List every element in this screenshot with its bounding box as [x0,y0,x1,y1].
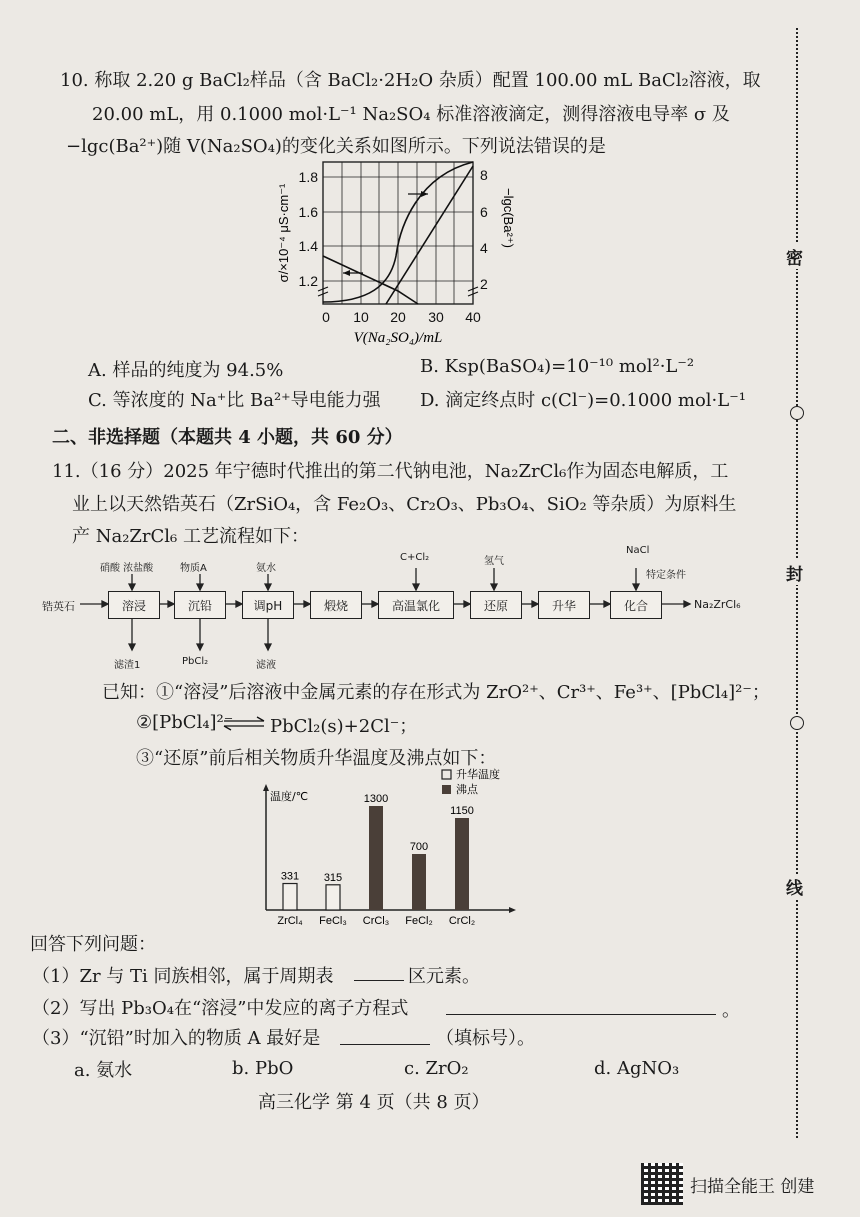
option-d: D. 滴定终点时 c(Cl⁻)=0.1000 mol·L⁻¹ [420,390,746,411]
bar-3 [412,854,426,910]
q1-text-b: 区元素。 [408,966,480,987]
bar-value-label: 1150 [450,805,474,817]
q1-text-a: （1）Zr 与 Ti 同族相邻，属于周期表 [32,966,334,987]
known-line2-right: PbCl₂(s)+2Cl⁻； [270,716,418,737]
equilibrium-arrow-icon [222,714,268,732]
chart-ylabel: 温度/℃ [270,790,309,803]
legend-filled-swatch [442,785,451,794]
known-line3: ③“还原”前后相关物质升华温度及沸点如下： [136,748,497,769]
titration-graph [268,156,518,346]
x-axis-label: V(Na₂SO₄)/mL [353,330,443,346]
left-tick: 1.4 [298,238,318,254]
flow-input-nacl: NaCl [626,545,650,556]
right-tick: 4 [480,240,488,256]
q11-line3: 产 Na₂ZrCl₆ 工艺流程如下： [72,526,309,547]
legend-boiling: 沸点 [456,783,478,796]
q11-line2: 业上以天然锆英石（ZrSiO₄，含 Fe₂O₃、Cr₂O₃、Pb₃O₄、SiO₂ 等杂质）为原料生 [72,494,737,515]
q3-option-d: d. AgNO₃ [594,1058,680,1079]
category-label: CrCl₃ [362,915,390,927]
flow-box-chlorinate: 高温氯化 [378,591,454,619]
margin-circle-icon [790,716,804,730]
section-title: 二、非选择题（本题共 4 小题，共 60 分） [52,427,403,448]
page-footer: 高三化学 第 4 页（共 8 页） [258,1092,490,1113]
known-line1: 已知：①“溶浸”后溶液中金属元素的存在形式为 ZrO²⁺、Cr³⁺、Fe³⁺、[PbCl₄]²⁻； [102,682,770,703]
q10-line3: −lgc(Ba²⁺)随 V(Na₂SO₄)的变化关系如图所示。下列说法错误的是 [66,136,606,157]
bar-0 [283,884,297,910]
known-line2-left: ②[PbCl₄]²⁻ [136,712,234,733]
answer-intro: 回答下列问题： [30,934,156,955]
flow-input-ammonia: 氨水 [256,563,276,574]
bar-value-label: 331 [280,870,300,883]
flow-box-adjust-ph: 调pH [242,591,294,619]
right-tick: 2 [480,276,488,292]
flow-start: 锆英石 [42,600,75,613]
flow-condition: 特定条件 [646,570,686,581]
q11-line1: 11.（16 分）2025 年宁德时代推出的第二代钠电池，Na₂ZrCl₆作为固态电解质，工 [52,461,729,482]
flow-box-calcine: 煅烧 [310,591,362,619]
q10-line1: 10. 称取 2.20 g BaCl₂样品（含 BaCl₂·2H₂O 杂质）配置 100.00 mL BaCl₂溶液，取 [60,70,761,91]
bar-4 [455,818,469,910]
option-c: C. 等浓度的 Na⁺比 Ba²⁺导电能力强 [88,390,381,411]
flow-box-precipitate-lead: 沉铅 [174,591,226,619]
flow-input-c-cl2: C+Cl₂ [400,552,430,563]
legend-hollow-swatch [442,770,451,779]
q3-text-a: （3）“沉铅”时加入的物质 A 最好是 [32,1028,321,1049]
flow-box-dissolve: 溶浸 [108,591,160,619]
x-tick: 0 [322,309,330,325]
q3-text-b: （填标号）。 [436,1028,535,1049]
legend-sublimation: 升华温度 [456,768,500,781]
category-label: CrCl₂ [448,915,476,927]
left-tick: 1.2 [298,273,318,289]
right-tick: 6 [480,204,488,220]
q3-option-a: a. 氨水 [74,1060,133,1081]
category-label: FeCl₂ [405,915,433,927]
x-tick: 40 [465,309,481,325]
q10-line2: 20.00 mL，用 0.1000 mol·L⁻¹ Na₂SO₄ 标准溶液滴定，测得溶液电导率 σ 及 [92,104,730,125]
bar-2 [369,806,383,910]
margin-circle-icon [790,406,804,420]
temperature-bar-chart [250,764,540,936]
scanner-watermark: 扫描全能王 创建 [690,1177,815,1197]
margin-xian: 线 [786,874,803,899]
bar-value-label: 1300 [363,793,389,805]
option-b: B. Ksp(BaSO₄)=10⁻¹⁰ mol²·L⁻² [420,356,695,377]
left-axis-label: σ/×10⁻⁴ μS·cm⁻¹ [276,183,291,283]
x-tick: 10 [353,309,369,325]
margin-feng: 封 [786,560,803,585]
q2-end: 。 [722,1000,740,1021]
left-tick: 1.6 [298,204,318,220]
bar-value-label: 315 [323,871,343,884]
flow-box-combine: 化合 [610,591,662,619]
flow-output-filtrate: 滤液 [256,660,276,671]
right-axis-label: −lgc(Ba²⁺) [501,188,516,248]
right-tick: 8 [480,167,488,183]
qr-code-icon [641,1163,683,1205]
flow-box-reduce: 还原 [470,591,522,619]
option-a: A. 样品的纯度为 94.5% [88,360,284,381]
flow-end: Na₂ZrCl₆ [694,598,741,611]
flow-box-sublimate: 升华 [538,591,590,619]
flow-output-residue: 滤渣1 [114,660,141,671]
x-tick: 30 [428,309,444,325]
q3-blank[interactable] [340,1044,430,1045]
q3-option-b: b. PbO [232,1058,294,1079]
q3-option-c: c. ZrO₂ [404,1058,469,1079]
category-label: ZrCl₄ [277,915,303,927]
margin-mi: 密 [786,244,803,269]
flow-input-hydrogen: 氢气 [484,556,504,567]
q2-blank[interactable] [446,1014,716,1015]
category-label: FeCl₃ [319,915,347,927]
bar-1 [326,885,340,910]
flow-input-a: 物质A [180,563,207,574]
flow-output-pbcl2: PbCl₂ [182,656,209,667]
bar-value-label: 700 [409,841,429,853]
flow-input-acids: 硝酸 浓盐酸 [100,563,154,574]
q2-text: （2）写出 Pb₃O₄在“溶浸”中发应的离子方程式 [32,998,409,1019]
q1-blank[interactable] [354,980,404,981]
left-tick: 1.8 [298,169,318,185]
sigma-curve [323,256,418,304]
x-tick: 20 [390,309,406,325]
